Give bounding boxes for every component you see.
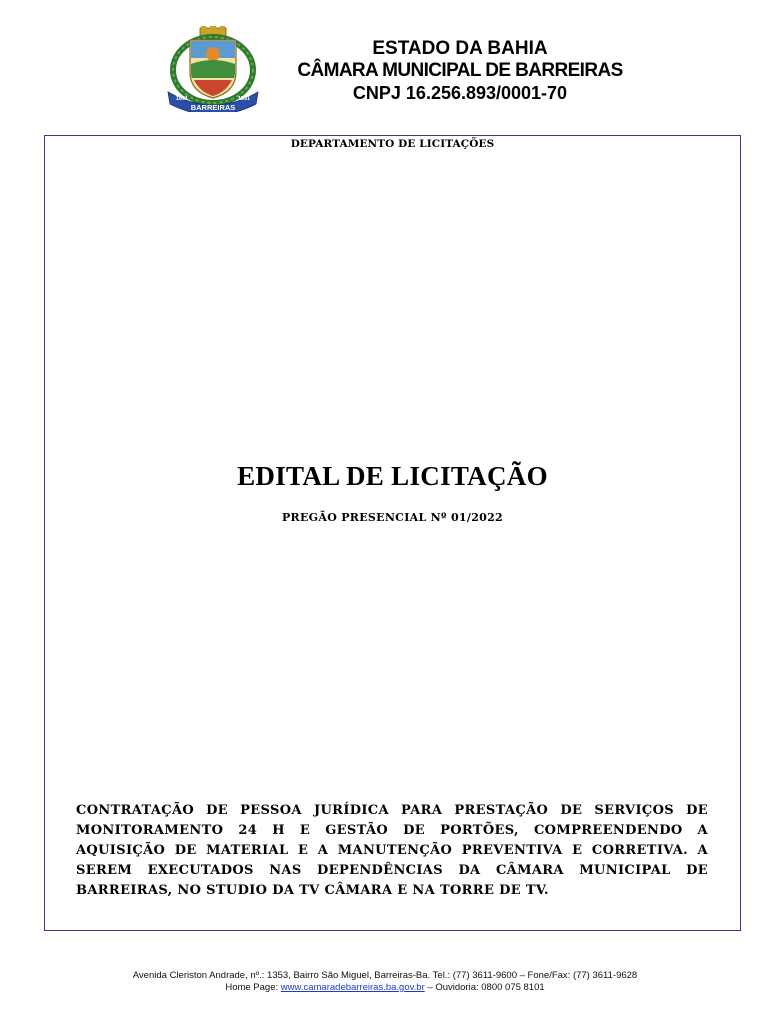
document-subtitle: PREGÃO PRESENCIAL Nº 01/2022 xyxy=(281,511,504,524)
seal-ribbon-text: BARREIRAS xyxy=(190,103,236,112)
tender-object-text: CONTRATAÇÃO DE PESSOA JURÍDICA PARA PRESTAÇÃO DE SERVIÇOS DE MONITORAMENTO 24 H E GESTÃO DE PORTÕES, COMPREENDENDO A AQUISIÇÃO DE MATERIAL E A MANUTENÇÃO PREVENTIVA E CORRETIVA. A SEREM EXECUTADOS NAS DEPENDÊNCIAS DA CÂMARA MUNICIPAL DE BARREIRAS, NO STUDIO DA TV CÂMARA E NA TORRE DE TV. xyxy=(76,803,708,898)
homepage-link[interactable]: www.camaradebarreiras.ba.gov.br xyxy=(280,982,425,993)
institution-header xyxy=(275,38,645,105)
department-label: DEPARTAMENTO DE LICITAÇÕES xyxy=(290,138,495,150)
page-footer xyxy=(0,970,770,994)
coat-of-arms-logo xyxy=(160,26,266,112)
footer-address: Avenida Cleriston Andrade, nº.: 1353, Bairro São Miguel, Barreiras-Ba. Tel.: (77) 3611-9600 – Fone/Fax: (77) 3611-9628 xyxy=(132,970,638,981)
seal-year-right: 1891 xyxy=(237,96,251,102)
chamber-name: CÂMARA MUNICIPAL DE BARREIRAS xyxy=(297,60,623,81)
footer-contact-line xyxy=(0,982,770,994)
document-title: EDITAL DE LICITAÇÃO xyxy=(237,461,548,491)
cnpj-number: CNPJ 16.256.893/0001-70 xyxy=(352,83,568,103)
state-name: ESTADO DA BAHIA xyxy=(372,38,548,59)
homepage-label: Home Page: xyxy=(225,982,281,993)
seal-year-left: 1891 xyxy=(175,96,189,102)
document-frame xyxy=(44,135,741,931)
ombudsman-text: – Ouvidoria: 0800 075 8101 xyxy=(424,982,545,993)
